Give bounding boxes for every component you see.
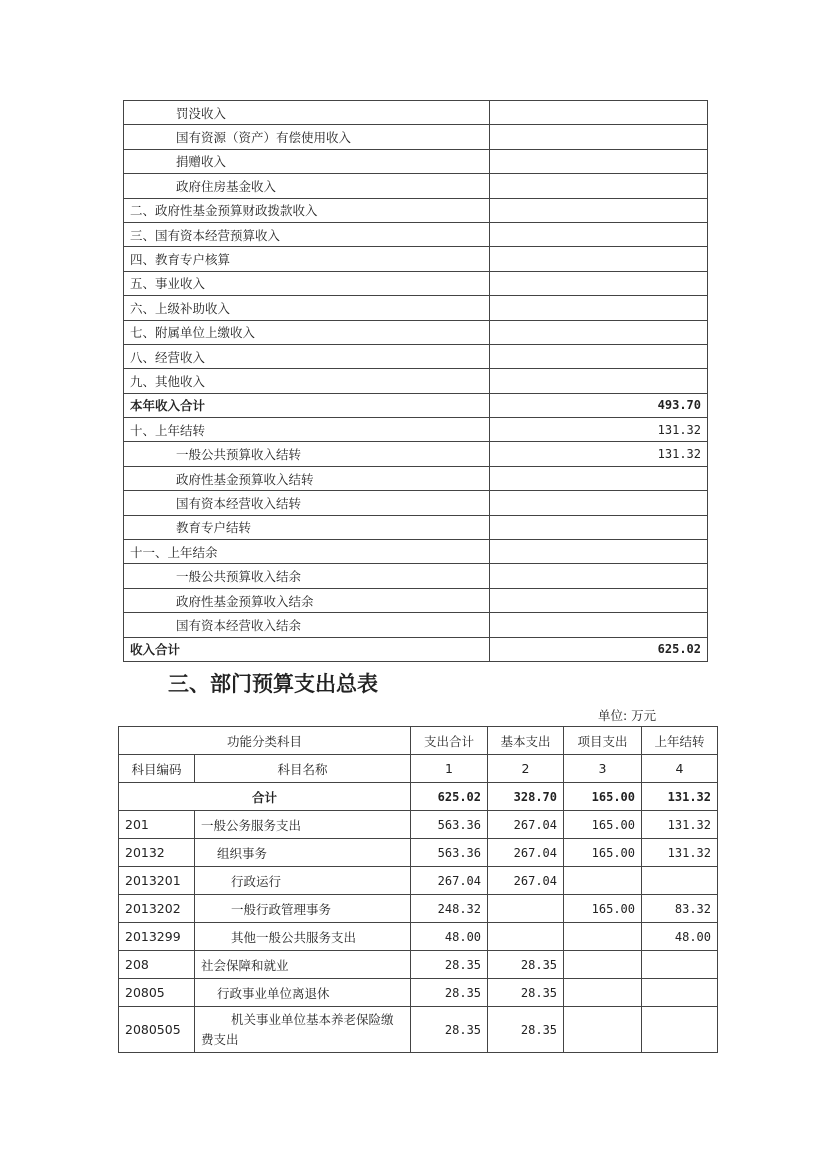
row-value [490, 540, 708, 564]
row-value [490, 198, 708, 222]
row-value [490, 222, 708, 246]
table-row [119, 923, 718, 951]
row-value [490, 320, 708, 344]
amount-cell [642, 979, 718, 1007]
table-row [124, 271, 708, 295]
row-label: 罚没收入 [124, 101, 490, 125]
amount-cell: 165.00 [564, 895, 642, 923]
amount-cell: 28.35 [411, 951, 488, 979]
amount-cell: 248.32 [411, 895, 488, 923]
amount-cell: 267.04 [411, 867, 488, 895]
subject-name: 行政运行 [195, 867, 411, 895]
amount-cell [488, 895, 564, 923]
amount-cell: 165.00 [564, 839, 642, 867]
amount-cell: 267.04 [488, 867, 564, 895]
amount-cell: 28.35 [488, 979, 564, 1007]
amount-cell: 28.35 [411, 1007, 488, 1053]
subheader-row [119, 755, 718, 783]
row-value [490, 491, 708, 515]
row-label: 四、教育专户核算 [124, 247, 490, 271]
row-value [490, 174, 708, 198]
subject-code: 2013202 [119, 895, 195, 923]
table-row [124, 418, 708, 442]
row-label: 十、上年结转 [124, 418, 490, 442]
header-category: 功能分类科目 [119, 727, 411, 755]
table-row [124, 198, 708, 222]
row-label: 收入合计 [124, 637, 490, 661]
row-value: 131.32 [490, 442, 708, 466]
table-row [119, 811, 718, 839]
row-label: 教育专户结转 [124, 515, 490, 539]
amount-cell: 83.32 [642, 895, 718, 923]
total-value: 131.32 [642, 783, 718, 811]
total-value: 328.70 [488, 783, 564, 811]
table-row [124, 515, 708, 539]
row-label: 国有资本经营收入结转 [124, 491, 490, 515]
table-row [124, 174, 708, 198]
subject-code: 20132 [119, 839, 195, 867]
row-value: 493.70 [490, 393, 708, 417]
table-row [124, 393, 708, 417]
subject-name: 社会保障和就业 [195, 951, 411, 979]
table-row [124, 247, 708, 271]
row-label: 九、其他收入 [124, 369, 490, 393]
row-label: 二、政府性基金预算财政拨款收入 [124, 198, 490, 222]
table-row [124, 320, 708, 344]
amount-cell: 48.00 [642, 923, 718, 951]
amount-cell [564, 979, 642, 1007]
subject-name: 行政事业单位离退休 [195, 979, 411, 1007]
row-value [490, 296, 708, 320]
total-value: 625.02 [411, 783, 488, 811]
amount-cell [564, 867, 642, 895]
table-row [124, 296, 708, 320]
row-label: 政府性基金预算收入结余 [124, 588, 490, 612]
row-label: 国有资源（资产）有偿使用收入 [124, 125, 490, 149]
subject-name: 机关事业单位基本养老保险缴费支出 [195, 1007, 411, 1053]
subject-code: 201 [119, 811, 195, 839]
row-label: 一般公共预算收入结转 [124, 442, 490, 466]
header-row [119, 727, 718, 755]
table-row [124, 101, 708, 125]
table-row [119, 979, 718, 1007]
col-num: 4 [642, 755, 718, 783]
amount-cell [642, 951, 718, 979]
row-label: 六、上级补助收入 [124, 296, 490, 320]
table-row [119, 1007, 718, 1053]
subject-code: 20805 [119, 979, 195, 1007]
amount-cell: 28.35 [488, 1007, 564, 1053]
table-row [124, 149, 708, 173]
row-label: 八、经营收入 [124, 344, 490, 368]
table-row [124, 125, 708, 149]
row-value [490, 588, 708, 612]
row-label: 一般公共预算收入结余 [124, 564, 490, 588]
header-col: 支出合计 [411, 727, 488, 755]
amount-cell: 48.00 [411, 923, 488, 951]
section-title: 三、部门预算支出总表 [168, 672, 378, 696]
subject-name: 其他一般公共服务支出 [195, 923, 411, 951]
row-value [490, 515, 708, 539]
total-value: 165.00 [564, 783, 642, 811]
amount-cell: 28.35 [488, 951, 564, 979]
row-value [490, 247, 708, 271]
amount-cell: 131.32 [642, 811, 718, 839]
amount-cell: 165.00 [564, 811, 642, 839]
table-row [124, 637, 708, 661]
subject-code: 2013299 [119, 923, 195, 951]
amount-cell [564, 951, 642, 979]
row-value [490, 271, 708, 295]
subject-name: 一般行政管理事务 [195, 895, 411, 923]
row-label: 本年收入合计 [124, 393, 490, 417]
header-col: 上年结转 [642, 727, 718, 755]
row-value [490, 344, 708, 368]
table-row [124, 491, 708, 515]
amount-cell [564, 923, 642, 951]
table-row [124, 588, 708, 612]
total-row [119, 783, 718, 811]
amount-cell: 267.04 [488, 811, 564, 839]
row-value: 131.32 [490, 418, 708, 442]
table-row [124, 540, 708, 564]
amount-cell [642, 1007, 718, 1053]
row-value [490, 564, 708, 588]
row-value [490, 125, 708, 149]
expense-summary-table [118, 726, 718, 1053]
row-value: 625.02 [490, 637, 708, 661]
table-row [124, 222, 708, 246]
header-col: 项目支出 [564, 727, 642, 755]
header-code: 科目编码 [119, 755, 195, 783]
row-value [490, 101, 708, 125]
table-row [119, 867, 718, 895]
row-label: 政府住房基金收入 [124, 174, 490, 198]
subject-code: 2013201 [119, 867, 195, 895]
amount-cell [488, 923, 564, 951]
table-row [124, 369, 708, 393]
row-value [490, 613, 708, 637]
table-row [124, 466, 708, 490]
table-row [119, 951, 718, 979]
row-label: 捐赠收入 [124, 149, 490, 173]
row-value [490, 369, 708, 393]
row-label: 三、国有资本经营预算收入 [124, 222, 490, 246]
unit-label: 单位: 万元 [598, 708, 657, 723]
table-row [119, 839, 718, 867]
subject-code: 2080505 [119, 1007, 195, 1053]
amount-cell: 28.35 [411, 979, 488, 1007]
header-name: 科目名称 [195, 755, 411, 783]
amount-cell: 131.32 [642, 839, 718, 867]
row-value [490, 149, 708, 173]
amount-cell: 563.36 [411, 811, 488, 839]
income-table [123, 100, 708, 662]
row-label: 七、附属单位上缴收入 [124, 320, 490, 344]
row-value [490, 466, 708, 490]
header-col: 基本支出 [488, 727, 564, 755]
amount-cell: 563.36 [411, 839, 488, 867]
subject-code: 208 [119, 951, 195, 979]
row-label: 五、事业收入 [124, 271, 490, 295]
table-row [124, 564, 708, 588]
table-row [124, 613, 708, 637]
subject-name: 一般公务服务支出 [195, 811, 411, 839]
row-label: 政府性基金预算收入结转 [124, 466, 490, 490]
col-num: 2 [488, 755, 564, 783]
amount-cell [642, 867, 718, 895]
table-row [124, 344, 708, 368]
amount-cell [564, 1007, 642, 1053]
row-label: 十一、上年结余 [124, 540, 490, 564]
col-num: 3 [564, 755, 642, 783]
total-label: 合计 [119, 783, 411, 811]
table-row [119, 895, 718, 923]
col-num: 1 [411, 755, 488, 783]
subject-name: 组织事务 [195, 839, 411, 867]
row-label: 国有资本经营收入结余 [124, 613, 490, 637]
amount-cell: 267.04 [488, 839, 564, 867]
table-row [124, 442, 708, 466]
